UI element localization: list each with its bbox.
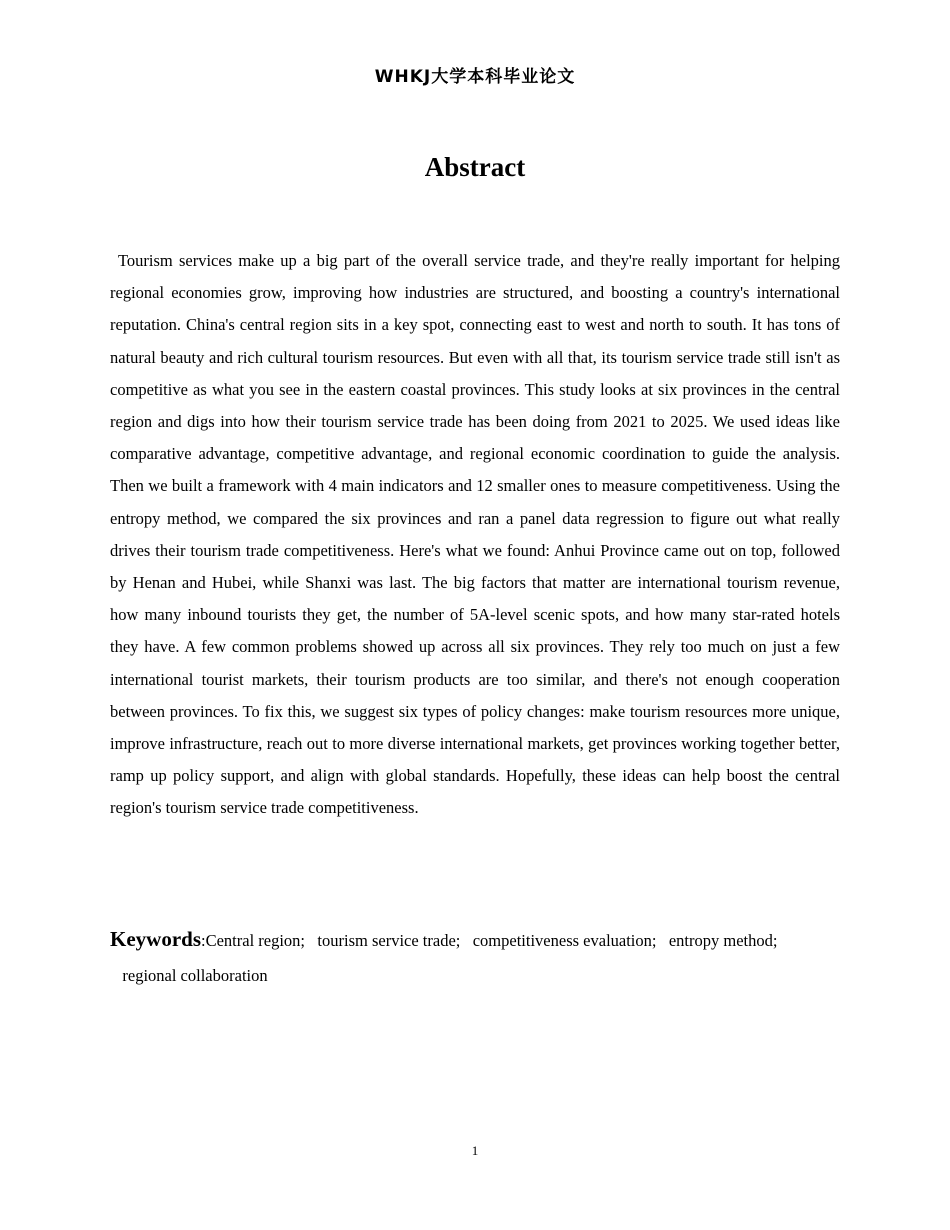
keywords-line xyxy=(110,922,840,993)
keywords-label: Keywords xyxy=(110,927,201,951)
keyword-item: regional collaboration xyxy=(122,966,268,985)
keywords-separator: : xyxy=(201,931,206,950)
keyword-item: competitiveness evaluation; xyxy=(472,931,657,950)
keyword-item: tourism service trade; xyxy=(317,931,461,950)
keyword-item: Central region; xyxy=(205,931,306,950)
page-number: 1 xyxy=(471,1143,479,1158)
keyword-item: entropy method; xyxy=(668,931,778,950)
abstract-body: Tourism services make up a big part of the overall service trade, and they're really important for helping regional economies grow, improving how industries are structured, and boosting a country's international reputation. China's central region sits in a key spot, connecting east to west and north to south. It has tons of natural beauty and rich cultural tourism resources. But even with all that, its tourism service trade still isn't as competitive as what you see in the eastern coastal provinces. This study looks at six provinces in the central region and digs into how their tourism service trade has been doing from 2021 to 2025. We used ideas like comparative advantage, competitive advantage, and regional economic coordination to guide the analysis. Then we built a framework with 4 main indicators and 12 smaller ones to measure competitiveness. Using the entropy method, we compared the six provinces and ran a panel data regression to figure out what really drives their tourism trade competitiveness. Here's what we found: Anhui Province came out on top, followed by Henan and Hubei, while Shanxi was last. The big factors that matter are international tourism revenue, how many inbound tourists they get, the number of 5A-level scenic spots, and how many star-rated hotels they have. A few common problems showed up across all six provinces. They rely too much on just a few international tourist markets, their tourism products are too similar, and there's not enough cooperation between provinces. To fix this, we suggest six types of policy changes: make tourism resources more unique, improve infrastructure, reach out to more diverse international markets, get provinces working together better, ramp up policy support, and align with global standards. Hopefully, these ideas can help boost the central region's tourism service trade competitiveness. xyxy=(110,251,840,818)
abstract-heading: Abstract xyxy=(424,152,526,182)
thesis-header: WHKJ大学本科毕业论文 xyxy=(374,67,576,87)
